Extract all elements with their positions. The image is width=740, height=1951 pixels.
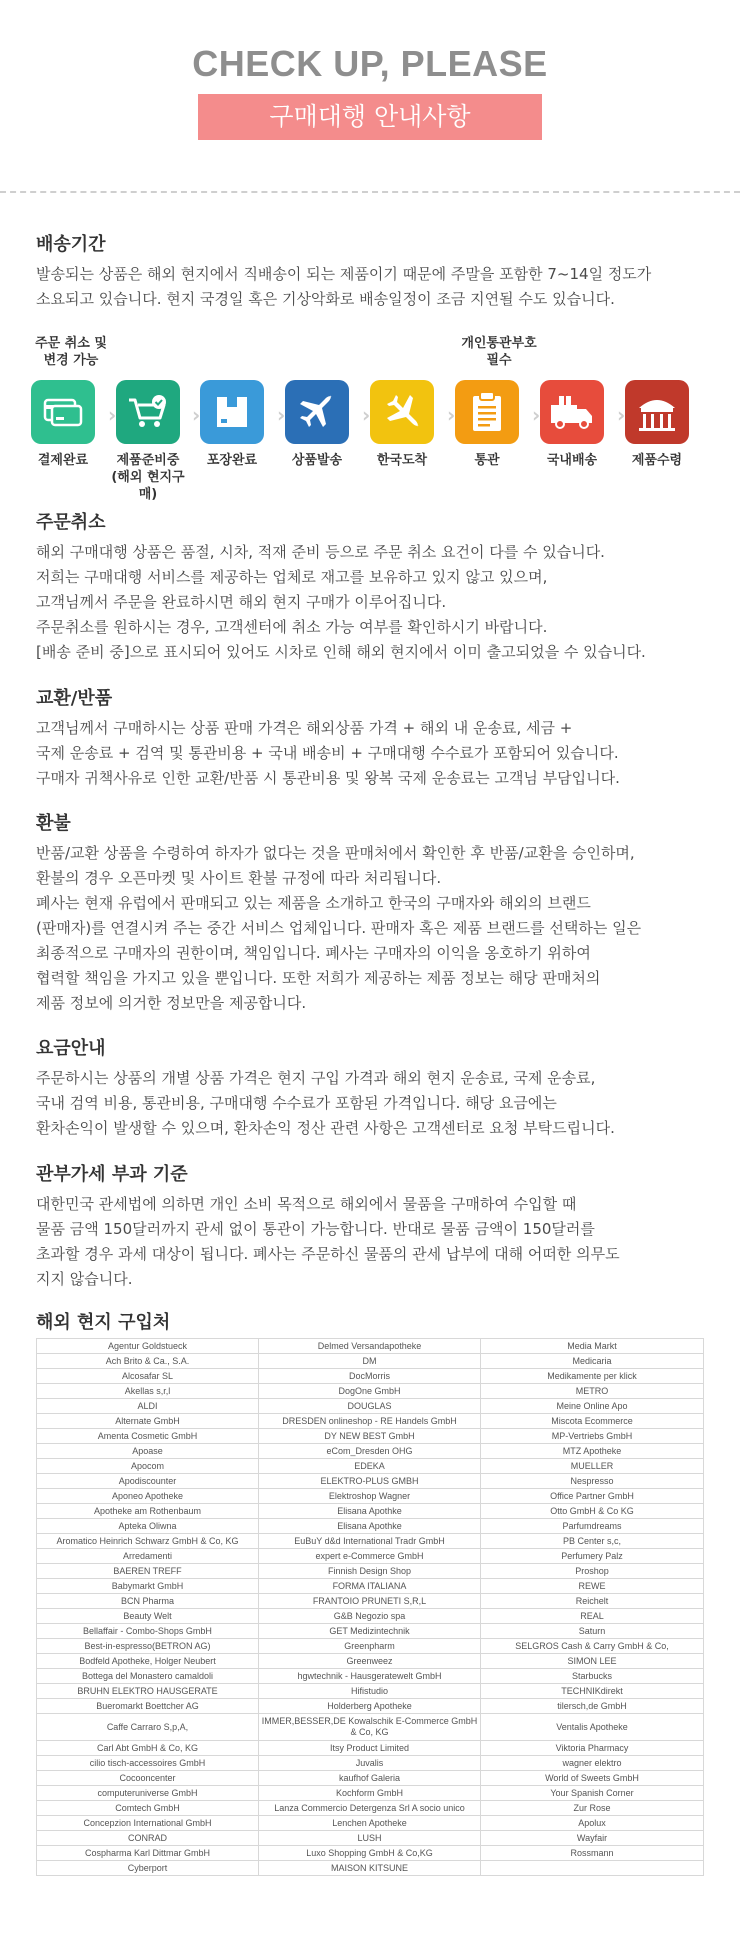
table-cell: LUSH (259, 1831, 481, 1846)
header (0, 0, 740, 140)
table-cell: BRUHN ELEKTRO HAUSGERATE (37, 1684, 259, 1699)
table-cell: Caffe Carraro S,p,A, (37, 1714, 259, 1741)
note-line: 주문 취소 및 (35, 336, 107, 351)
table-cell: REAL (481, 1609, 704, 1624)
cancel-line: [배송 준비 중]으로 표시되어 있어도 시차로 인해 해외 현지에서 이미 출고되었을 수 있습니다. (36, 643, 646, 661)
refund-line: 제품 정보에 의거한 정보만을 제공합니다. (36, 994, 307, 1012)
table-cell: tilersch,de GmbH (481, 1699, 704, 1714)
refund-title: 환불 (36, 813, 71, 834)
table-cell: EDEKA (259, 1459, 481, 1474)
step-customs (442, 380, 532, 469)
fee-body (36, 1066, 716, 1141)
table-cell: DRESDEN onlineshop - RE Handels GmbH (259, 1414, 481, 1429)
table-cell: Ach Brito & Ca., S.A. (37, 1354, 259, 1369)
table-row (37, 1504, 704, 1519)
table-cell: PB Center s,c, (481, 1534, 704, 1549)
table-cell: FRANTOIO PRUNETI S,R,L (259, 1594, 481, 1609)
shops-section (36, 1310, 716, 1340)
table-cell: Cospharma Karl Dittmar GmbH (37, 1846, 259, 1861)
chevron-right-icon: › (192, 403, 201, 427)
table-cell: Cyberport (37, 1861, 259, 1876)
table-cell: Zur Rose (481, 1801, 704, 1816)
delivery-line: 발송되는 상품은 해외 현지에서 직배송이 되는 제품이기 때문에 주말을 포함한 7~14일 정도가 (36, 265, 652, 283)
table-cell: Parfumdreams (481, 1519, 704, 1534)
refund-line: 폐사는 현재 유럽에서 판매되고 있는 제품을 소개하고 한국의 구매자와 해외의 브랜드 (36, 894, 591, 912)
table-row (37, 1786, 704, 1801)
shopping-cart-icon (116, 380, 180, 444)
table-cell: Comtech GmbH (37, 1801, 259, 1816)
table-row (37, 1549, 704, 1564)
package-box-icon (200, 380, 264, 444)
refund-line: 협력할 책임을 가지고 있을 뿐입니다. 또한 저희가 제공하는 제품 정보는 해당 판매처의 (36, 969, 601, 987)
delivery-body (36, 262, 716, 312)
chevron-right-icon: › (362, 403, 371, 427)
table-cell: eCom_Dresden OHG (259, 1444, 481, 1459)
table-cell: MAISON KITSUNE (259, 1861, 481, 1876)
tax-line: 물품 금액 150달러까지 관세 없이 통관이 가능합니다. 반대로 물품 금액이 150달러를 (36, 1220, 595, 1238)
table-cell: MUELLER (481, 1459, 704, 1474)
table-cell: Reichelt (481, 1594, 704, 1609)
step-domestic-delivery (527, 380, 617, 469)
table-cell: Itsy Product Limited (259, 1741, 481, 1756)
table-row (37, 1756, 704, 1771)
table-cell: Elektroshop Wagner (259, 1489, 481, 1504)
step-payment-complete (18, 380, 108, 469)
table-cell: Meine Online Apo (481, 1399, 704, 1414)
table-cell: World of Sweets GmbH (481, 1771, 704, 1786)
table-cell: Greenweez (259, 1654, 481, 1669)
table-cell: Otto GmbH & Co KG (481, 1504, 704, 1519)
delivery-line: 소요되고 있습니다. 현지 국경일 혹은 기상악화로 배송일정이 조금 지연될 수도 있습니다. (36, 290, 615, 308)
table-cell: DY NEW BEST GmbH (259, 1429, 481, 1444)
table-cell: Apodiscounter (37, 1474, 259, 1489)
tax-title: 관부가세 부과 기준 (36, 1164, 188, 1185)
fee-line: 환차손익이 발생할 수 있으며, 환차손익 정산 관련 사항은 고객센터로 요청 부탁드립니다. (36, 1119, 615, 1137)
table-row (37, 1399, 704, 1414)
table-row (37, 1624, 704, 1639)
chevron-right-icon: › (447, 403, 456, 427)
table-row (37, 1801, 704, 1816)
table-cell: ELEKTRO-PLUS GMBH (259, 1474, 481, 1489)
table-cell: Your Spanish Corner (481, 1786, 704, 1801)
table-cell: Beauty Welt (37, 1609, 259, 1624)
cancel-line: 고객님께서 주문을 완료하시면 해외 현지 구매가 이루어집니다. (36, 593, 447, 611)
tax-line: 초과할 경우 과세 대상이 됩니다. 폐사는 주문하신 물품의 관세 납부에 대해 어떠한 의무도 (36, 1245, 620, 1263)
table-row (37, 1846, 704, 1861)
note-line: 개인통관부호 (461, 336, 537, 351)
step-label: 포장완료 (206, 453, 258, 468)
tax-line: 지지 않습니다. (36, 1270, 133, 1288)
table-cell: MTZ Apotheke (481, 1444, 704, 1459)
table-cell: Kochform GmbH (259, 1786, 481, 1801)
table-row (37, 1684, 704, 1699)
table-cell: Elisana Apothke (259, 1519, 481, 1534)
table-cell: DogOne GmbH (259, 1384, 481, 1399)
exchange-line: 고객님께서 구매하시는 상품 판매 가격은 해외상품 가격 + 해외 내 운송료, 세금 + (36, 719, 573, 737)
table-cell: Greenpharm (259, 1639, 481, 1654)
table-row (37, 1771, 704, 1786)
table-cell: EuBuY d&d International Tradr GmbH (259, 1534, 481, 1549)
table-row (37, 1639, 704, 1654)
fee-title: 요금안내 (36, 1038, 106, 1059)
refund-section (36, 811, 716, 1016)
delivery-truck-icon (540, 380, 604, 444)
table-cell: expert e-Commerce GmbH (259, 1549, 481, 1564)
table-cell: Aromatico Heinrich Schwarz GmbH & Co, KG (37, 1534, 259, 1549)
cancel-available-note (16, 335, 126, 369)
table-row (37, 1489, 704, 1504)
table-cell: Amenta Cosmetic GmbH (37, 1429, 259, 1444)
table-cell: cilio tisch-accessoires GmbH (37, 1756, 259, 1771)
step-packing-complete (187, 380, 277, 469)
table-cell: Bottega del Monastero camaldoli (37, 1669, 259, 1684)
table-row (37, 1339, 704, 1354)
table-cell: Apolux (481, 1816, 704, 1831)
table-cell: Aponeo Apotheke (37, 1489, 259, 1504)
table-cell: Media Markt (481, 1339, 704, 1354)
refund-body (36, 841, 716, 1016)
step-preparing (103, 380, 193, 503)
table-cell: kaufhof Galeria (259, 1771, 481, 1786)
table-cell: Bodfeld Apotheke, Holger Neubert (37, 1654, 259, 1669)
table-cell: REWE (481, 1579, 704, 1594)
table-cell: Luxo Shopping GmbH & Co,KG (259, 1846, 481, 1861)
note-line: 변경 가능 (43, 353, 99, 368)
table-cell: computeruniverse GmbH (37, 1786, 259, 1801)
table-row (37, 1534, 704, 1549)
page-title: CHECK UP, PLEASE (192, 43, 548, 84)
table-cell: Lenchen Apotheke (259, 1816, 481, 1831)
table-cell: Delmed Versandapotheke (259, 1339, 481, 1354)
step-arrived-korea (357, 380, 447, 469)
table-cell: wagner elektro (481, 1756, 704, 1771)
table-cell (481, 1861, 704, 1876)
fee-section (36, 1036, 716, 1141)
fee-line: 주문하시는 상품의 개별 상품 가격은 현지 구입 가격과 해외 현지 운송료, 국제 운송료, (36, 1069, 596, 1087)
table-cell: Apoase (37, 1444, 259, 1459)
cancel-section (36, 510, 716, 665)
chevron-right-icon: › (108, 403, 117, 427)
table-row (37, 1831, 704, 1846)
table-cell: FORMA ITALIANA (259, 1579, 481, 1594)
note-line: 필수 (486, 353, 512, 368)
table-cell: Babymarkt GmbH (37, 1579, 259, 1594)
table-cell: BAEREN TREFF (37, 1564, 259, 1579)
step-label: 제품수령 (631, 453, 683, 468)
table-cell: Concepzion International GmbH (37, 1816, 259, 1831)
table-row (37, 1459, 704, 1474)
refund-line: (판매자)를 연결시켜 주는 중간 서비스 업체입니다. 판매자 혹은 제품 브랜드를 선택하는 일은 (36, 919, 642, 937)
table-row (37, 1579, 704, 1594)
shop-table (36, 1338, 704, 1876)
table-row (37, 1429, 704, 1444)
step-label: 제품준비중 (해외 현지구매) (111, 453, 185, 502)
table-cell: Finnish Design Shop (259, 1564, 481, 1579)
exchange-section (36, 686, 716, 791)
table-cell: Akellas s,r,l (37, 1384, 259, 1399)
cancel-line: 해외 구매대행 상품은 품절, 시차, 적재 준비 등으로 주문 취소 요건이 다를 수 있습니다. (36, 543, 605, 561)
table-cell: Agentur Goldstueck (37, 1339, 259, 1354)
table-cell: DOUGLAS (259, 1399, 481, 1414)
delivery-title: 배송기간 (36, 234, 106, 255)
table-cell: BCN Pharma (37, 1594, 259, 1609)
table-cell: ALDI (37, 1399, 259, 1414)
refund-line: 최종적으로 구매자의 권한이며, 책임입니다. 폐사는 구매자의 이익을 옹호하기 위하여 (36, 944, 591, 962)
table-cell: GET Medizintechnik (259, 1624, 481, 1639)
table-cell: Office Partner GmbH (481, 1489, 704, 1504)
table-cell: DocMorris (259, 1369, 481, 1384)
table-row (37, 1609, 704, 1624)
step-label: 한국도착 (376, 453, 428, 468)
table-cell: Best-in-espresso(BETRON AG) (37, 1639, 259, 1654)
table-cell: Medicaria (481, 1354, 704, 1369)
table-row (37, 1594, 704, 1609)
table-cell: Hifistudio (259, 1684, 481, 1699)
refund-line: 환불의 경우 오픈마켓 및 사이트 환불 규정에 따라 처리됩니다. (36, 869, 442, 887)
delivery-section (36, 232, 716, 312)
step-label: 상품발송 (291, 453, 343, 468)
table-cell: Wayfair (481, 1831, 704, 1846)
table-cell: Apteka Oliwna (37, 1519, 259, 1534)
cancel-line: 주문취소를 원하시는 경우, 고객센터에 취소 가능 여부를 확인하시기 바랍니다. (36, 618, 548, 636)
table-cell: Alternate GmbH (37, 1414, 259, 1429)
table-row (37, 1384, 704, 1399)
step-label: 국내배송 (546, 453, 598, 468)
table-row (37, 1414, 704, 1429)
step-label: 통관 (474, 453, 500, 468)
table-cell: Apotheke am Rothenbaum (37, 1504, 259, 1519)
table-cell: MP-Vertriebs GmbH (481, 1429, 704, 1444)
table-row (37, 1699, 704, 1714)
table-cell: Arredamenti (37, 1549, 259, 1564)
table-cell: G&B Negozio spa (259, 1609, 481, 1624)
tax-body (36, 1192, 716, 1292)
cancel-title: 주문취소 (36, 512, 106, 533)
table-cell: Ventalis Apotheke (481, 1714, 704, 1741)
table-row (37, 1741, 704, 1756)
table-cell: Proshop (481, 1564, 704, 1579)
table-cell: SIMON LEE (481, 1654, 704, 1669)
exchange-line: 구매자 귀책사유로 인한 교환/반품 시 통관비용 및 왕복 국제 운송료는 고객님 부담입니다. (36, 769, 620, 787)
step-shipped (272, 380, 362, 469)
card-payment-icon (31, 380, 95, 444)
table-row (37, 1369, 704, 1384)
table-cell: Bueromarkt Boettcher AG (37, 1699, 259, 1714)
table-cell: hgwtechnik - Hausgeratewelt GmbH (259, 1669, 481, 1684)
table-cell: Perfumery Palz (481, 1549, 704, 1564)
cancel-body (36, 540, 716, 665)
table-cell: IMMER,BESSER,DE Kowalschik E-Commerce GmbH & Co, KG (259, 1714, 481, 1741)
table-cell: Alcosafar SL (37, 1369, 259, 1384)
table-cell: Medikamente per klick (481, 1369, 704, 1384)
order-process-flow (30, 335, 710, 502)
exchange-body (36, 716, 716, 791)
table-row (37, 1816, 704, 1831)
chevron-right-icon: › (617, 403, 626, 427)
table-cell: Starbucks (481, 1669, 704, 1684)
cancel-line: 저희는 구매대행 서비스를 제공하는 업체로 재고를 보유하고 있지 않고 있으며, (36, 568, 548, 586)
chevron-right-icon: › (277, 403, 286, 427)
table-cell: DM (259, 1354, 481, 1369)
table-cell: SELGROS Cash & Carry GmbH & Co, (481, 1639, 704, 1654)
airplane-arrival-icon (370, 380, 434, 444)
table-cell: Bellaffair - Combo-Shops GmbH (37, 1624, 259, 1639)
chevron-right-icon: › (532, 403, 541, 427)
table-row (37, 1444, 704, 1459)
shops-title: 해외 현지 구입처 (36, 1312, 171, 1333)
subtitle-banner: 구매대행 안내사항 (198, 94, 542, 140)
exchange-title: 교환/반품 (36, 688, 113, 709)
store-icon (625, 380, 689, 444)
table-cell: Carl Abt GmbH & Co, KG (37, 1741, 259, 1756)
table-row (37, 1714, 704, 1741)
table-cell: Apocom (37, 1459, 259, 1474)
table-cell: Cocooncenter (37, 1771, 259, 1786)
table-row (37, 1654, 704, 1669)
refund-line: 반품/교환 상품을 수령하여 하자가 없다는 것을 판매처에서 확인한 후 반품/교환을 승인하며, (36, 844, 635, 862)
table-cell: Lanza Commercio Detergenza Srl A socio unico (259, 1801, 481, 1816)
table-row (37, 1519, 704, 1534)
table-row (37, 1669, 704, 1684)
table-cell: CONRAD (37, 1831, 259, 1846)
table-cell: Viktoria Pharmacy (481, 1741, 704, 1756)
dashed-divider (0, 191, 740, 193)
table-cell: METRO (481, 1384, 704, 1399)
table-cell: Juvalis (259, 1756, 481, 1771)
table-row (37, 1354, 704, 1369)
step-label: 결제완료 (37, 453, 89, 468)
table-cell: Nespresso (481, 1474, 704, 1489)
table-cell: Rossmann (481, 1846, 704, 1861)
table-cell: Holderberg Apotheke (259, 1699, 481, 1714)
tax-line: 대한민국 관세법에 의하면 개인 소비 목적으로 해외에서 물품을 구매하여 수입할 때 (36, 1195, 577, 1213)
airplane-icon (285, 380, 349, 444)
customs-code-note (444, 335, 554, 369)
exchange-line: 국제 운송료 + 검역 및 통관비용 + 국내 배송비 + 구매대행 수수료가 포함되어 있습니다. (36, 744, 619, 762)
table-row (37, 1861, 704, 1876)
step-received (612, 380, 702, 469)
table-cell: Saturn (481, 1624, 704, 1639)
table-cell: Elisana Apothke (259, 1504, 481, 1519)
clipboard-icon (455, 380, 519, 444)
table-cell: Miscota Ecommerce (481, 1414, 704, 1429)
table-row (37, 1474, 704, 1489)
tax-section (36, 1162, 716, 1292)
fee-line: 국내 검역 비용, 통관비용, 구매대행 수수료가 포함된 가격입니다. 해당 요금에는 (36, 1094, 557, 1112)
table-row (37, 1564, 704, 1579)
table-cell: TECHNIKdirekt (481, 1684, 704, 1699)
